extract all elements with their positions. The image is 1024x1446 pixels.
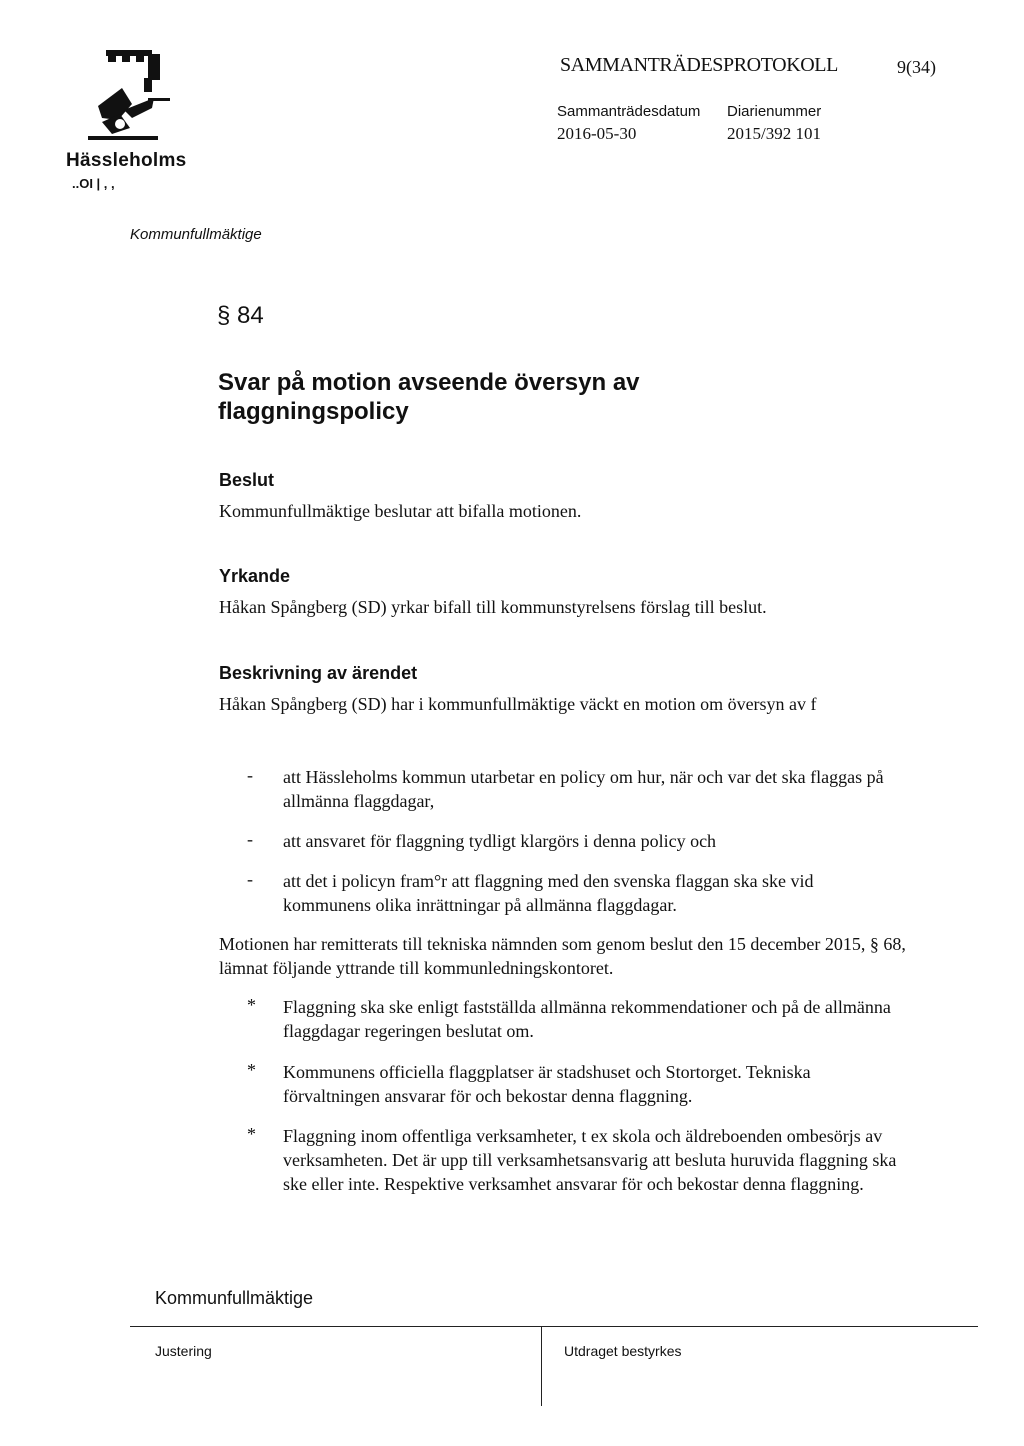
footer-column-separator (541, 1326, 542, 1406)
list-item: att ansvaret för flaggning tydligt klargörs i denna policy och (283, 831, 717, 851)
list-item: Flaggning inom offentliga verksamheter, t ex skola och äldreboenden ombesörjs av verksamheten. Det är upp till verksamhetsansvarig att besluta huruvida flaggning ska ske eller inte. Respektive verksamhet ansvarar för och bekostar denna flaggning. (283, 1126, 897, 1194)
footer-body-name: Kommunfullmäktige (155, 1288, 314, 1308)
footer-divider (130, 1326, 978, 1327)
list-asterisk: * (247, 1124, 256, 1144)
governing-body: Kommunfullmäktige (130, 226, 262, 243)
list-item: att Hässleholms kommun utarbetar en policy om hur, när och var det ska flaggas på allmänna flaggdagar, (283, 767, 884, 811)
diary-number: 2015/392 101 (727, 124, 821, 143)
description-heading: Beskrivning av ärendet (219, 663, 418, 683)
description-intro: Håkan Spångberg (SD) har i kommunfullmäktige väckt en motion om översyn av f (219, 694, 817, 714)
list-item: Flaggning ska ske enligt fastställda allmänna rekommendationer och på de allmänna flaggdagar regeringen beslutat om. (283, 997, 891, 1041)
footer-extract-label: Utdraget bestyrkes (564, 1343, 682, 1359)
list-asterisk: * (247, 995, 256, 1015)
section-number: § 84 (217, 302, 264, 329)
motion-claim-heading: Yrkande (219, 566, 291, 586)
decision-heading: Beslut (219, 470, 275, 490)
meeting-date-label: Sammanträdesdatum (557, 103, 701, 120)
municipality-name: Hässleholms (66, 150, 187, 171)
list-item: Kommunens officiella flaggplatser är stadshuset och Stortorget. Tekniska förvaltningen ansvarar för och bekostar denna flaggning. (283, 1062, 811, 1106)
document-type: SAMMANTRÄDESPROTOKOLL (560, 54, 838, 76)
decision-text: Kommunfullmäktige beslutar att bifalla motionen. (219, 501, 582, 521)
list-asterisk: * (247, 1060, 256, 1080)
referral-text: Motionen har remitterats till tekniska nämnden som genom beslut den 15 december 2015, § 68, lämnat följande yttrande till kommunledningskontoret. (219, 934, 906, 978)
list-item: att det i policyn fram°r att flaggning med den svenska flaggan ska ske vid kommunens olika inrättningar på allmänna flaggdagar. (283, 871, 814, 915)
list-dash: - (247, 829, 253, 849)
meeting-date: 2016-05-30 (557, 124, 637, 143)
footer-adjustment-label: Justering (155, 1343, 212, 1359)
page-number: 9(34) (897, 57, 936, 77)
municipality-subtitle: ..OI | , , (72, 176, 115, 191)
diary-number-label: Diarienummer (727, 103, 822, 120)
motion-claim-text: Håkan Spångberg (SD) yrkar bifall till kommunstyrelsens förslag till beslut. (219, 597, 767, 617)
list-dash: - (247, 765, 253, 785)
list-dash: - (247, 869, 253, 889)
page-title: Svar på motion avseende översyn av flaggningspolicy (218, 369, 640, 425)
